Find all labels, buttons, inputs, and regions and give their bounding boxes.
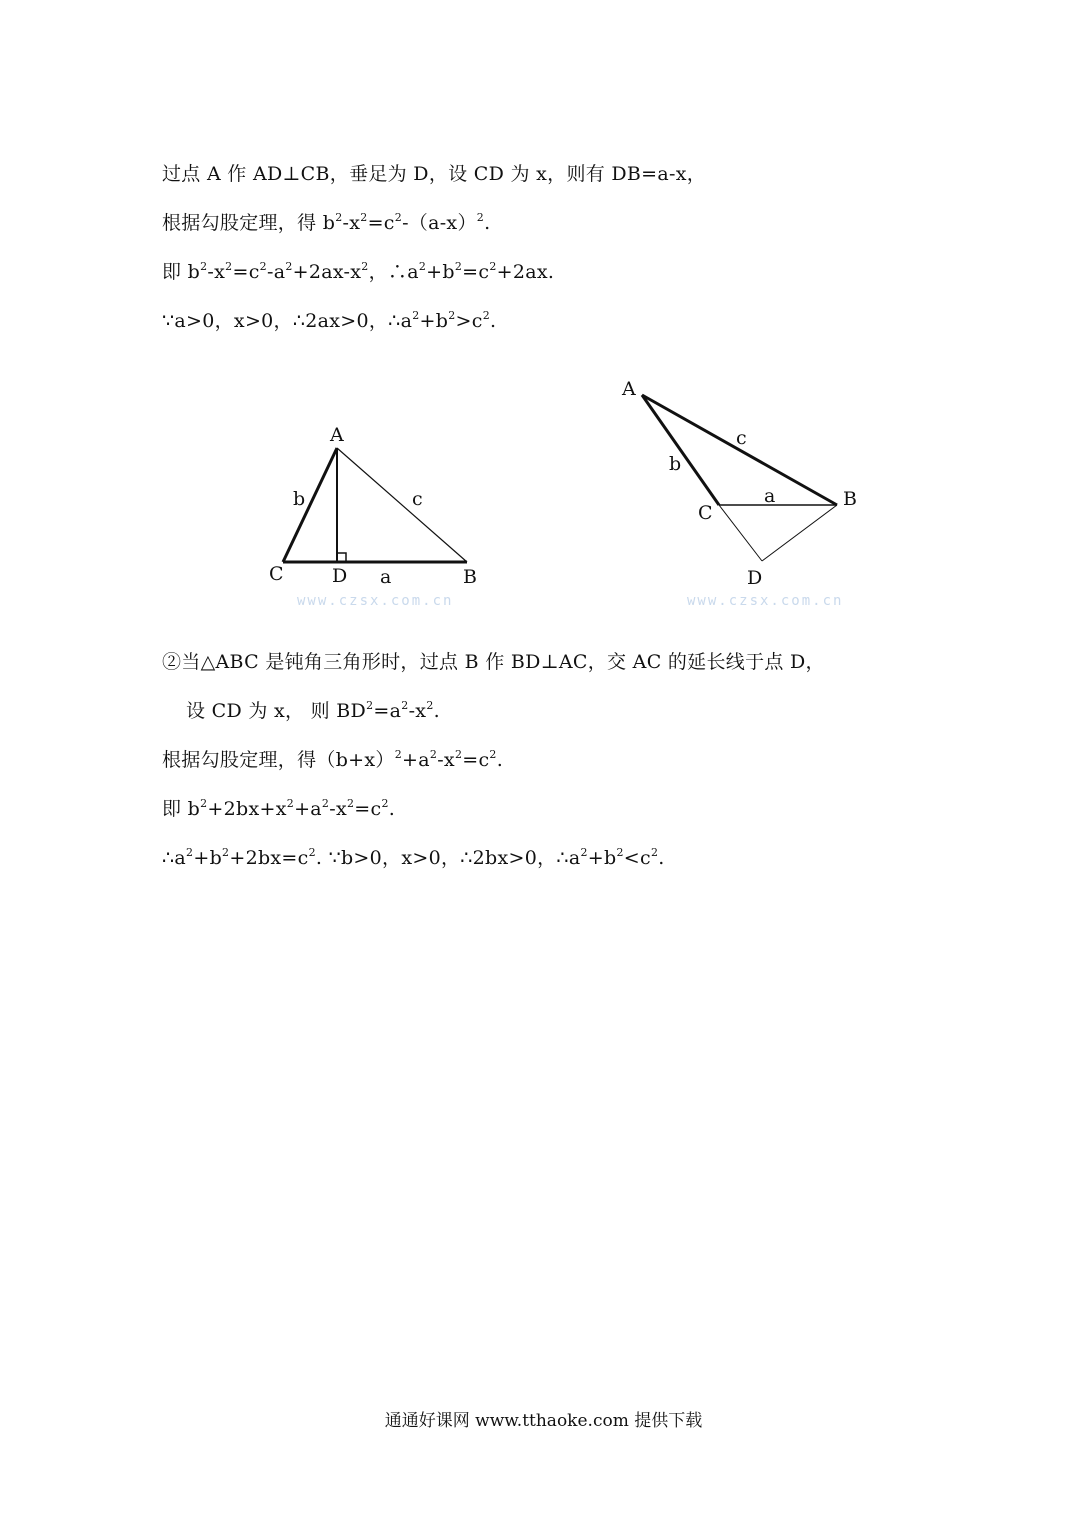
acute-triangle-svg (255, 415, 495, 615)
watermark: www.czsx.com.cn (297, 593, 454, 609)
side-c-label: c (412, 488, 423, 510)
side-b-label: b (293, 488, 306, 510)
vertex-a-label: A (622, 378, 636, 400)
altitude-bd (762, 505, 837, 561)
page-footer: 通通好课网 www.tthaoke.com 提供下载 (384, 1411, 703, 1431)
proof-line-9: $\therefore a^2+b^2+2bx=c^2$. ∵b>0，x>0，∴2bx>0，$\therefore a^2+b^2<c^2$. (162, 846, 665, 869)
obtuse-triangle-figure (610, 370, 870, 615)
side-c (337, 448, 467, 562)
proof-line-3: 即 $b^2-x^2=c^2-a^2+2ax-x^2$，$\therefore a^2+b^2=c^2+2ax$. (162, 260, 555, 283)
proof-line-8: 即 $b^2+2bx+x^2+a^2-x^2=c^2$. (162, 797, 396, 820)
side-c (642, 395, 837, 505)
obtuse-triangle-svg (610, 370, 870, 615)
proof-line-2: 根据勾股定理，得 $b^2-x^2=c^2-(a-x)^2$. (162, 211, 491, 234)
vertex-b-label: B (843, 488, 857, 510)
vertex-b-label: B (463, 566, 477, 588)
vertex-c-label: C (698, 502, 713, 524)
proof-line-6: 设 CD 为 x， 则 $BD^2=a^2-x^2$. (186, 699, 440, 722)
vertex-c-label: C (269, 563, 284, 585)
side-b-label: b (669, 453, 682, 475)
side-c-label: c (736, 427, 747, 449)
vertex-a-label: A (330, 424, 344, 446)
proof-line-5: ②当△ABC 是钝角三角形时，过点 B 作 BD⊥AC，交 AC 的延长线于点 D， (162, 651, 825, 673)
side-b (283, 448, 337, 562)
proof-line-4: ∵a>0，x>0，∴2ax>0，$\therefore a^2+b^2>c^2$. (162, 309, 497, 332)
extension-cd (719, 505, 762, 561)
watermark: www.czsx.com.cn (687, 593, 844, 609)
acute-triangle-figure (255, 415, 495, 615)
proof-line-1: 过点 A 作 AD⊥CB，垂足为 D，设 CD 为 x，则有 DB=a-x， (162, 163, 707, 185)
proof-line-7: 根据勾股定理，得$(b+x)^2+a^2-x^2=c^2$. (162, 748, 504, 771)
point-d-label: D (747, 567, 763, 589)
side-b (642, 395, 719, 505)
point-d-label: D (332, 565, 348, 587)
side-a-label: a (764, 485, 776, 507)
side-a-label: a (380, 566, 392, 588)
